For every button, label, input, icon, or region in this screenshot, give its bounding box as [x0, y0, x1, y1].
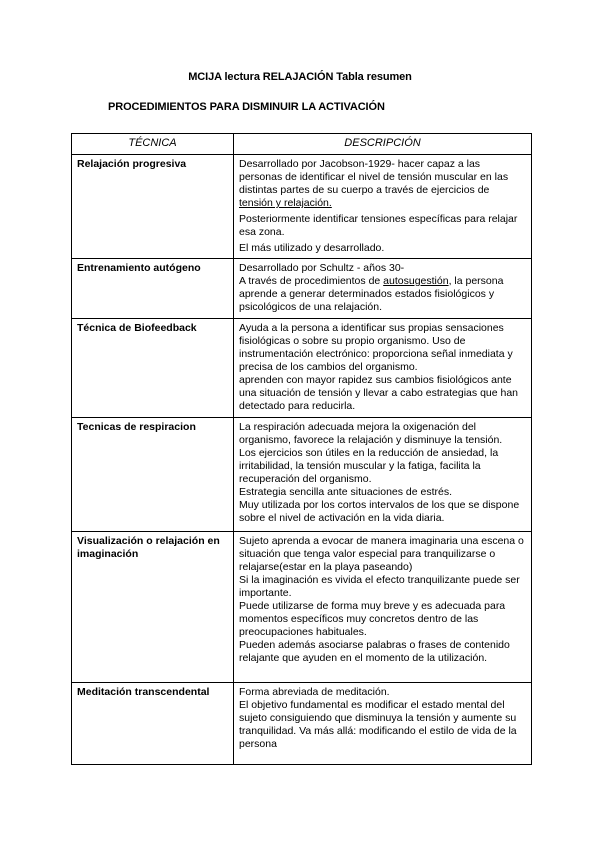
description-paragraph: El objetivo fundamental es modificar el estado mental del sujeto consiguiendo que disminuya la tensión y aumente su tranquilidad. Va más allá: modificando el estilo de vida de la persona — [239, 699, 517, 750]
document-subtitle: PROCEDIMIENTOS PARA DISMINUIR LA ACTIVACIÓN — [108, 101, 385, 113]
underlined-term: tensión y relajación. — [239, 197, 332, 209]
description-paragraph: Ayuda a la persona a identificar sus propias sensaciones fisiológicas o sobre su propio organismo. Uso de instrumentación electrónico: proporciona señal inmediata y precisa de los cambios del organismo. — [239, 322, 513, 373]
technique-cell: Técnica de Biofeedback — [72, 319, 234, 418]
description-paragraph: Estrategia sencilla ante situaciones de estrés. — [239, 486, 453, 498]
technique-cell: Tecnicas de respiracion — [72, 418, 234, 532]
description-paragraph: Desarrollado por Schultz - años 30- — [239, 262, 405, 274]
technique-cell: Meditación transcendental — [72, 683, 234, 765]
description-cell — [234, 418, 532, 532]
header-technique: TÉCNICA — [72, 134, 234, 155]
description-cell — [234, 259, 532, 319]
description-text: A través de procedimientos de — [239, 275, 384, 287]
description-paragraph: Puede utilizarse de forma muy breve y es adecuada para momentos específicos muy concretos dentro de las preocupaciones habituales. — [239, 600, 506, 638]
technique-cell: Relajación progresiva — [72, 155, 234, 259]
description-paragraph: El más utilizado y desarrollado. — [239, 242, 385, 254]
technique-cell: Visualización o relajación en imaginación — [72, 532, 234, 683]
description-paragraph: Muy utilizada por los cortos intervalos de los que se dispone sobre el nivel de activación en la vida diaria. — [239, 499, 520, 524]
description-paragraph: Los ejercicios son útiles en la reducción de ansiedad, la irritabilidad, la tensión muscular y la fatiga, facilita la recuperación del organismo. — [239, 447, 499, 485]
table-row — [72, 418, 532, 532]
description-paragraph: Forma abreviada de meditación. — [239, 686, 390, 698]
document-title: MCIJA lectura RELAJACIÓN Tabla resumen — [188, 71, 412, 83]
description-cell — [234, 155, 532, 259]
description-paragraph: Si la imaginación es vivida el efecto tranquilizante puede ser importante. — [239, 574, 520, 599]
description-paragraph: La respiración adecuada mejora la oxigenación del organismo, favorece la relajación y disminuye la tensión. — [239, 421, 503, 446]
description-paragraph — [239, 275, 526, 314]
description-paragraph: Sujeto aprenda a evocar de manera imaginaria una escena o situación que tenga valor especial para tranquilizarse o relajarse(estar en la playa paseando) — [239, 535, 524, 573]
technique-cell: Entrenamiento autógeno — [72, 259, 234, 319]
description-cell — [234, 532, 532, 683]
underlined-term: autosugestión — [383, 275, 449, 287]
description-paragraph: aprenden con mayor rapidez sus cambios fisiológicos ante una situación de tensión y llevar a cabo estrategias que han detectado para reducirla. — [239, 374, 519, 412]
description-paragraph: Posteriormente identificar tensiones específicas para relajar esa zona. — [239, 213, 518, 238]
table-row — [72, 155, 532, 259]
summary-table — [71, 133, 532, 765]
table-row — [72, 259, 532, 319]
description-paragraph: Pueden además asociarse palabras o frases de contenido relajante que ayuden en el momento de la utilización. — [239, 639, 510, 664]
table-row — [72, 319, 532, 418]
table-header-row — [72, 134, 532, 155]
description-cell — [234, 319, 532, 418]
table-row — [72, 683, 532, 765]
description-paragraph — [239, 158, 526, 210]
description-text: Desarrollado por Jacobson-1929- hacer capaz a las personas de identificar el nivel de tensión muscular en las distintas partes de su cuerpo a través de ejercicios de — [239, 158, 509, 196]
description-cell — [234, 683, 532, 765]
description-text: , la persona aprende a generar determinados estados fisiológicos y psicológicos de una relajación. — [239, 275, 504, 313]
table-row — [72, 532, 532, 683]
header-description: DESCRIPCIÓN — [234, 134, 532, 155]
